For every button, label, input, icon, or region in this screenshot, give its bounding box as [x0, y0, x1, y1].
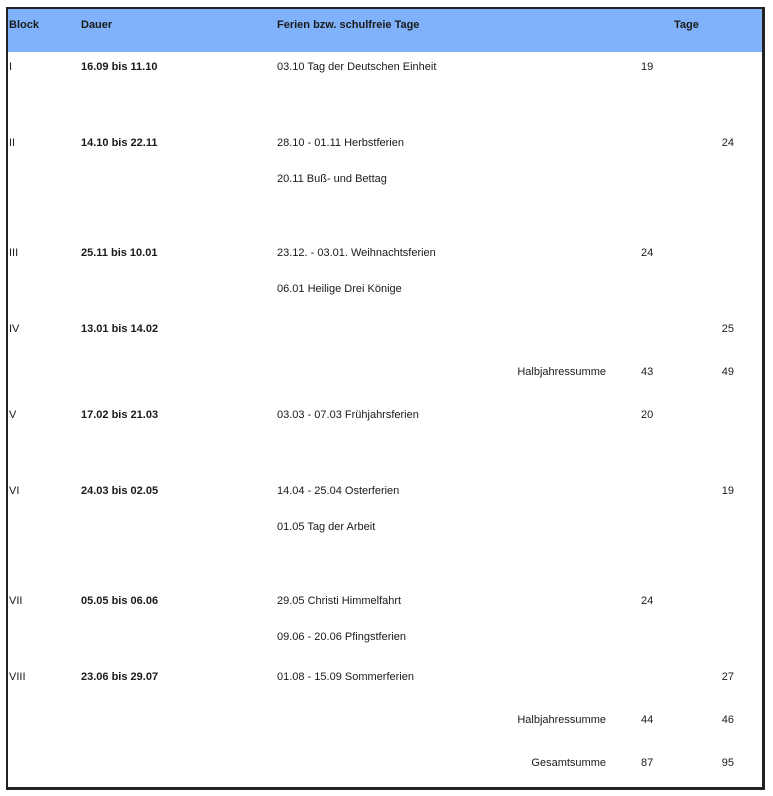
- holiday-entry: 03.10 Tag der Deutschen Einheit: [277, 61, 437, 73]
- days-count-b: 24: [721, 137, 734, 149]
- sum-label: Gesamtsumme: [531, 757, 606, 769]
- block-number: IV: [9, 323, 20, 335]
- sum-label: Halbjahressumme: [517, 366, 606, 378]
- block-duration: 25.11 bis 10.01: [81, 247, 158, 259]
- holiday-entry: 28.10 - 01.11 Herbstferien: [277, 137, 404, 149]
- header-dauer: Dauer: [81, 19, 113, 31]
- holiday-entry: 09.06 - 20.06 Pfingstferien: [277, 631, 407, 643]
- sum-label: Halbjahressumme: [517, 714, 606, 726]
- sum-days-a: 87: [641, 757, 654, 769]
- header-block: Block: [9, 19, 39, 31]
- days-count-a: 24: [641, 247, 654, 259]
- holiday-entry: 01.08 - 15.09 Sommerferien: [277, 671, 414, 683]
- holiday-entry: 06.01 Heilige Drei Könige: [277, 283, 402, 295]
- sum-days-b: 49: [721, 366, 734, 378]
- days-count-b: 25: [721, 323, 734, 335]
- days-count-a: 24: [641, 595, 654, 607]
- block-duration: 23.06 bis 29.07: [81, 671, 159, 683]
- block-number: II: [9, 137, 16, 149]
- block-number: VI: [9, 485, 20, 497]
- block-duration: 14.10 bis 22.11: [81, 137, 158, 149]
- table-header: [8, 9, 762, 52]
- block-duration: 24.03 bis 02.05: [81, 485, 159, 497]
- block-duration: 05.05 bis 06.06: [81, 595, 159, 607]
- holiday-entry: 03.03 - 07.03 Frühjahrsferien: [277, 409, 419, 421]
- days-count-a: 19: [641, 61, 654, 73]
- days-count-a: 20: [641, 409, 654, 421]
- header-tage: Tage: [674, 19, 699, 31]
- holiday-entry: 23.12. - 03.01. Weihnachtsferien: [277, 247, 436, 259]
- holiday-entry: 29.05 Christi Himmelfahrt: [277, 595, 402, 607]
- block-duration: 17.02 bis 21.03: [81, 409, 159, 421]
- holiday-entry: 01.05 Tag der Arbeit: [277, 521, 376, 533]
- block-number: V: [9, 409, 17, 421]
- sum-days-a: 43: [641, 366, 654, 378]
- block-duration: 16.09 bis 11.10: [81, 61, 158, 73]
- sum-days-b: 95: [721, 757, 734, 769]
- header-ferien: Ferien bzw. schulfreie Tage: [277, 19, 420, 31]
- block-number: VII: [9, 595, 23, 607]
- sum-days-a: 44: [641, 714, 654, 726]
- days-count-b: 27: [721, 671, 734, 683]
- block-duration: 13.01 bis 14.02: [81, 323, 159, 335]
- holiday-entry: 14.04 - 25.04 Osterferien: [277, 485, 400, 497]
- schedule-table: [6, 7, 765, 790]
- sum-days-b: 46: [721, 714, 734, 726]
- block-number: VIII: [9, 671, 26, 683]
- block-number: III: [9, 247, 19, 259]
- holiday-entry: 20.11 Buß- und Bettag: [277, 173, 387, 185]
- days-count-b: 19: [721, 485, 734, 497]
- block-number: I: [9, 61, 13, 73]
